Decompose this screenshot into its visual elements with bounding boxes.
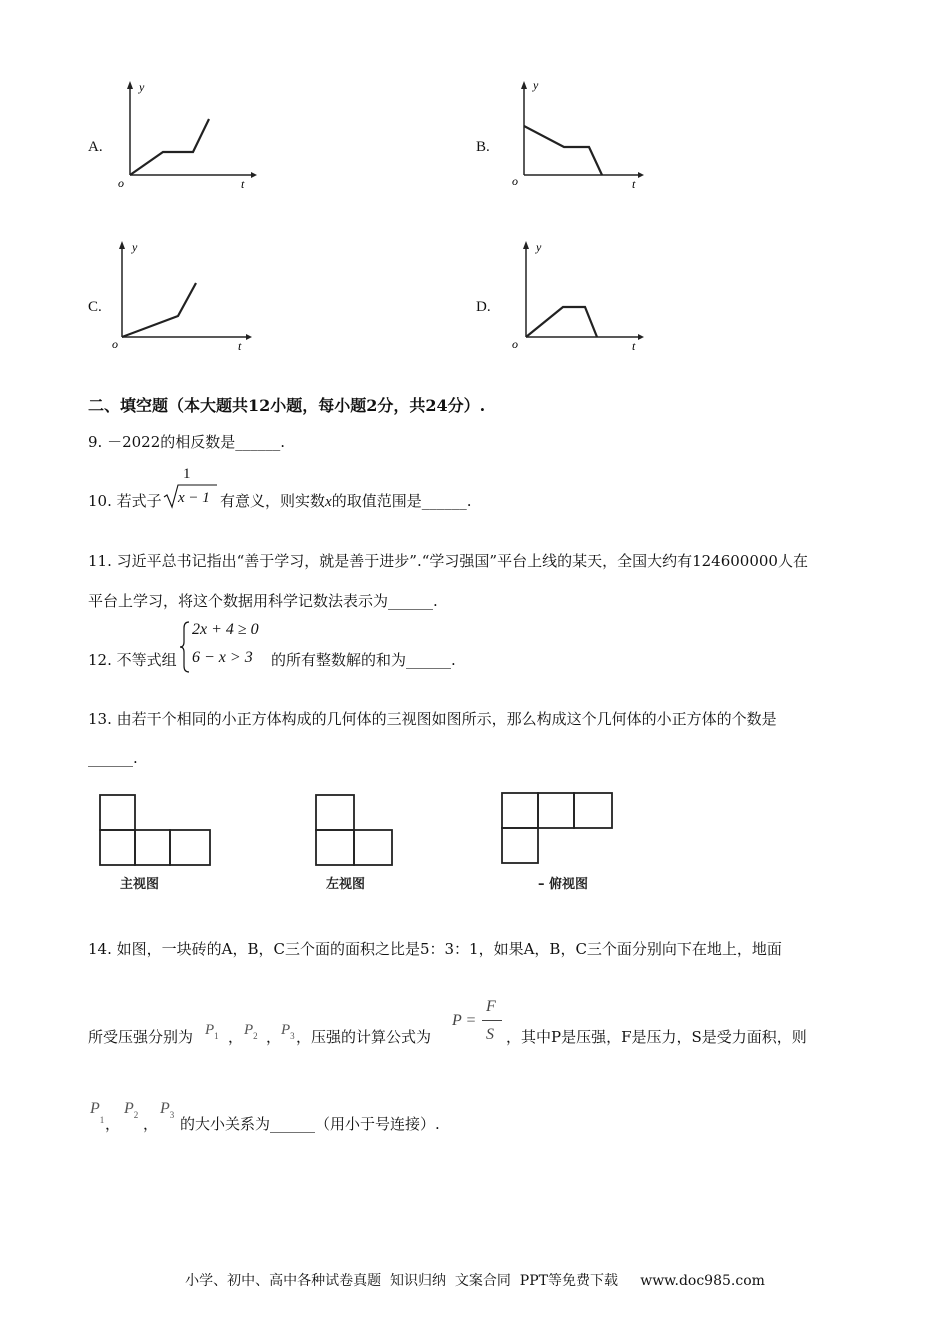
question-14-line2-prefix: 所受压强分别为 [88,1028,194,1046]
question-10-prefix: 10. 若式子 [88,492,162,510]
p1-symbol: $P_1$ [205,1022,219,1041]
y-axis-label: y [132,240,138,254]
front-view [100,795,210,865]
y-axis-label: y [533,78,539,92]
question-14-line1: 14. 如图，一块砖的A，B，C三个面的面积之比是5：3：1，如果A，B，C三个面分别向下在地上，地面 [88,940,782,958]
question-12-suffix: 的所有整数解的和为______. [271,651,456,669]
formula-num: F [486,998,496,1015]
formula-lhs: P = [452,1012,477,1029]
t-axis-label: t [632,177,636,191]
t-axis-label: t [241,177,245,191]
graph-d [500,235,645,360]
formula-bar [482,1020,502,1021]
brace [178,620,192,674]
left-view [316,795,392,865]
option-c-label: C. [88,299,102,315]
origin-label: o [118,176,124,190]
q10-suffix2: 的取值范围是______. [331,492,472,510]
top-view [502,793,612,863]
option-a-label: A. [88,139,103,155]
p2-symbol: $P_2$ [244,1022,258,1041]
q10-suffix-text: 有意义，则实数 [220,492,326,510]
p3-symbol-2: $P_3$ [160,1100,175,1120]
question-14-line2-mid: ，压强的计算公式为 [296,1028,432,1046]
t-axis-label: t [632,339,636,353]
graph-b [500,75,645,200]
three-views [90,785,630,895]
p1-symbol-2: $P_1$ [90,1100,105,1125]
option-d-label: D. [476,299,491,315]
y-axis-label: y [536,240,542,254]
question-13-line2: ______. [88,749,138,767]
front-view-caption: 主视图 [120,877,160,892]
p3-symbol: $P_3$ [281,1022,295,1041]
graph-a [113,75,258,200]
top-view-caption: – 俯视图 [538,877,589,892]
q10-frac-num: 1 [183,466,191,482]
left-view-caption: 左视图 [326,877,366,892]
question-10-suffix [220,491,471,512]
origin-label: o [512,337,518,351]
formula-den: S [486,1026,494,1043]
option-b-label: B. [476,139,490,155]
q12-ineq2: 6 − x > 3 [192,649,253,666]
question-14-line2-suffix: ，其中P是压强，F是压力，S是受力面积，则 [506,1028,807,1046]
question-11-line1: 11. 习近平总书记指出“善于学习，就是善于进步”.“学习强国”平台上线的某天，全国大约有124600000人在 [88,552,808,570]
footer: 小学、初中、高中各种试卷真题 知识归纳 文案合同 PPT等免费下载 www.doc985.com [185,1273,765,1289]
question-9: 9. －2022的相反数是______. [88,433,286,451]
question-13-line1: 13. 由若干个相同的小正方体构成的几何体的三视图如图所示，那么构成这个几何体的小正方体的个数是 [88,710,777,728]
q12-ineq1: 2x + 4 ≥ 0 [192,621,259,638]
t-axis-label: t [238,339,242,353]
graph-c [108,235,253,360]
q10-var: x [325,494,332,510]
p2-symbol-2: $P_2$ [124,1100,139,1120]
question-12-prefix: 12. 不等式组 [88,651,177,669]
y-axis-label: y [139,80,145,94]
section-heading: 二、填空题（本大题共12小题，每小题2分，共24分）. [88,396,486,415]
origin-label: o [512,174,518,188]
origin-label: o [112,337,118,351]
question-14-line3-suffix: 的大小关系为______（用小于号连接）. [180,1115,440,1133]
q10-frac-den: x − 1 [178,490,210,506]
question-11-line2: 平台上学习，将这个数据用科学记数法表示为______. [88,592,438,610]
